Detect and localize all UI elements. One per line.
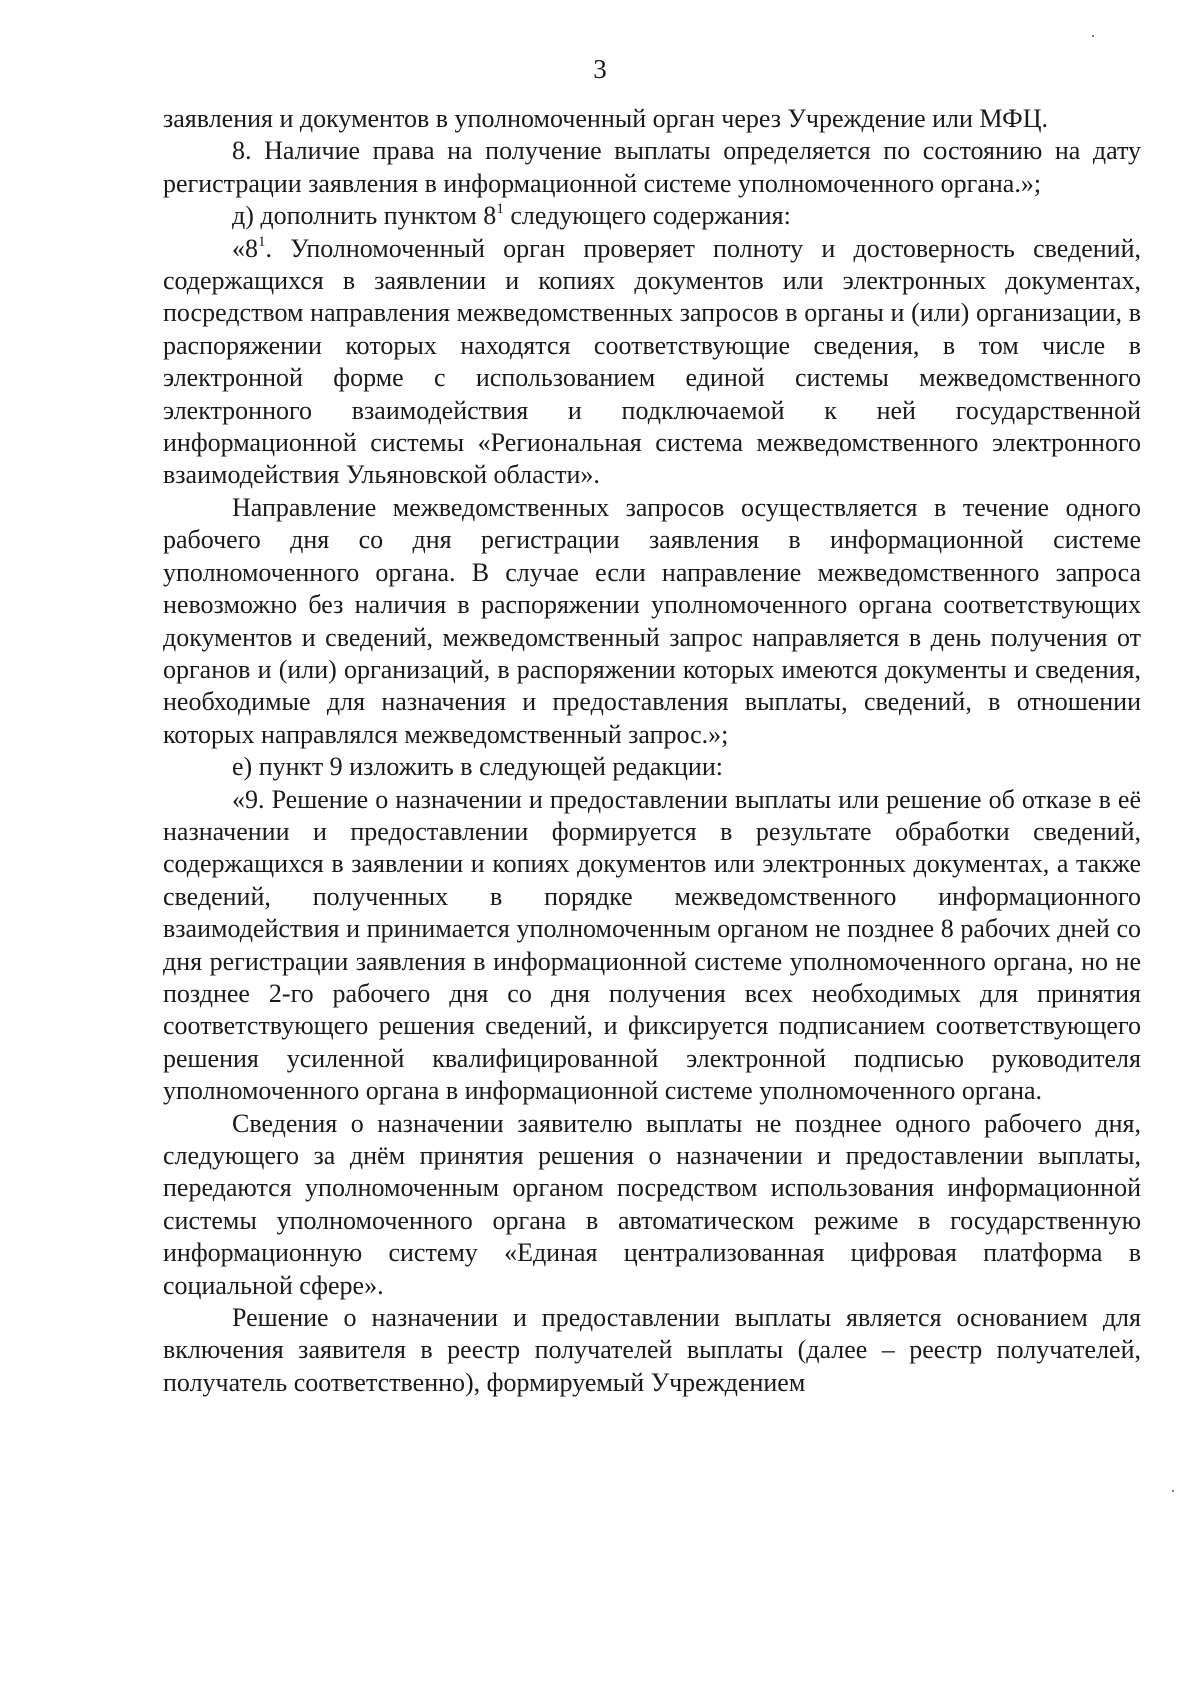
item-8-1-number: «8 — [232, 233, 258, 263]
paragraph-information-transfer: Сведения о назначении заявителю выплаты не позднее одного рабочего дня, следующего за днём принятия решения о назначении и предоставлении выплаты, передаются уполномоченным органом посредством использования информационной системы уполномоченного органа в автоматическом режиме в государственную информационную систему «Единая централизованная цифровая платформа в социальной сфере». — [163, 1108, 1141, 1300]
scan-speck — [1092, 35, 1094, 37]
item-8-1-text: . Уполномоченный орган проверяет полноту и достоверность сведений, содержащихся в заявлении и копиях документов или электронных документах, посредством направления межведомственных запросов в органы и (или) организации, в распоряжении которых находятся соответствующие сведения, в том числе в электронной форме с использованием единой системы межведомственного электронного взаимодействия и подключаемой к ней государственной информационной системы «Региональная система межведомственного электронного взаимодействия Ульяновской области». — [163, 233, 1141, 490]
scan-speck — [1172, 1490, 1174, 1492]
superscript-mark: 1 — [258, 233, 266, 250]
paragraph-continuation: заявления и документов в уполномоченный орган через Учреждение или МФЦ. — [163, 104, 1049, 133]
paragraph-item-8: 8. Наличие права на получение выплаты определяется по состоянию на дату регистрации заявления в информационной системе уполномоченного органа.»; — [163, 136, 1141, 198]
document-body — [163, 103, 1141, 1399]
paragraph-item-9: «9. Решение о назначении и предоставлении выплаты или решение об отказе в её назначении и предоставлении формируется в результате обработки сведений, содержащихся в заявлении и копиях документов или электронных документах, а также сведений, полученных в порядке межведомственного информационного взаимодействия и принимается уполномоченным органом не позднее 8 рабочих дней со дня регистрации заявления в информационной системе уполномоченного органа, но не позднее 2-го рабочего дня со дня получения всех необходимых для принятия соответствующего решения сведений, и фиксируется подписанием соответствующего решения усиленной квалифицированной электронной подписью руководителя уполномоченного органа в информационной системе уполномоченного органа. — [163, 784, 1141, 1106]
paragraph-subitem-d — [163, 200, 1141, 232]
subitem-d-text: д) дополнить пунктом 8 — [232, 201, 497, 231]
superscript-mark: 1 — [496, 201, 504, 218]
subitem-d-text-end: следующего содержания: — [503, 201, 791, 231]
paragraph-subitem-e: е) пункт 9 изложить в следующей редакции: — [232, 752, 723, 782]
paragraph-recipient-register: Решение о назначении и предоставлении выплаты является основанием для включения заявителя в реестр получателей выплаты (далее – реестр получателей, получатель соответственно), формируемый Учреждением — [163, 1303, 1141, 1397]
page-number: 3 — [593, 54, 607, 84]
paragraph-interagency-requests: Направление межведомственных запросов осуществляется в течение одного рабочего дня со дня регистрации заявления в информационной системе уполномоченного органа. В случае если направление межведомственного запроса невозможно без наличия в распоряжении уполномоченного органа соответствующих документов и сведений, межведомственный запрос направляется в день получения от органов и (или) организаций, в распоряжении которых имеются документы и сведения, необходимые для назначения и предоставления выплаты, сведений, в отношении которых направлялся межведомственный запрос.»; — [163, 492, 1141, 749]
paragraph-item-8-1 — [163, 233, 1141, 492]
